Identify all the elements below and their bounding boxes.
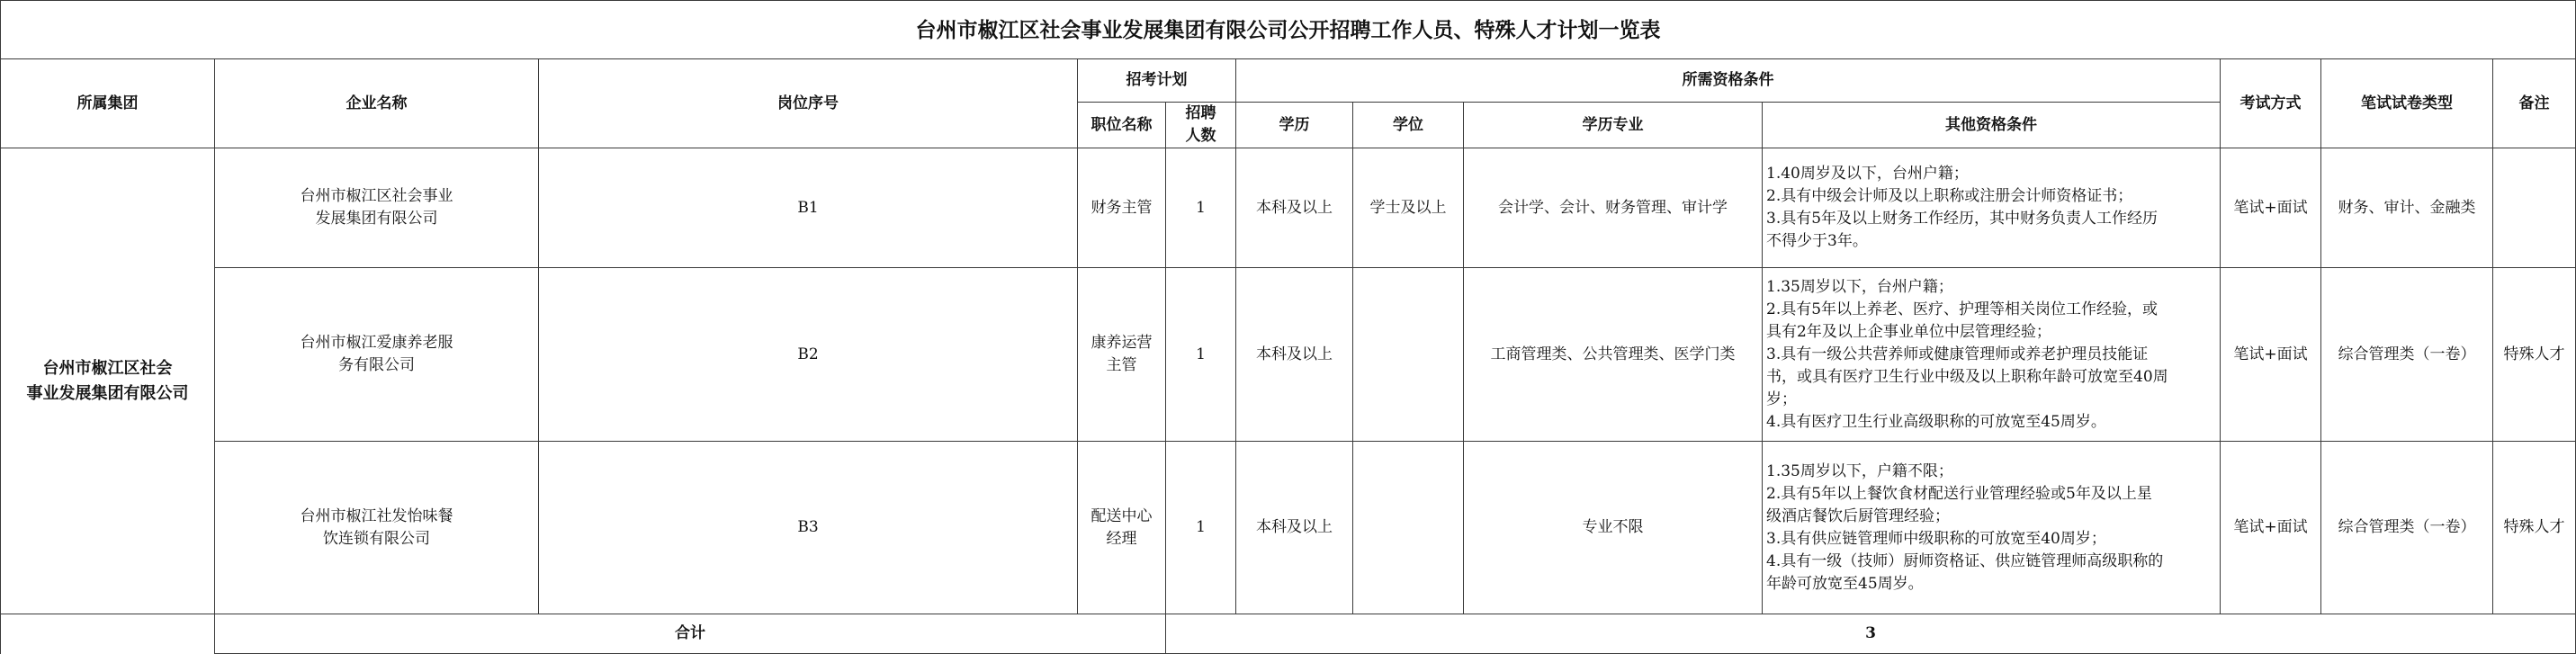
count-cell: 1 [1166,442,1236,614]
post-no-cell: B3 [539,442,1078,614]
condition-line: 年龄可放宽至45周岁。 [1766,574,1924,593]
header-education: 学历 [1236,103,1353,148]
header-plan: 招考计划 [1078,59,1236,103]
condition-line: 书，或具有医疗卫生行业中级及以上职称年龄可放宽至40周 [1766,367,2168,386]
condition-line: 3.具有5年及以上财务工作经历，其中财务负责人工作经历 [1766,210,2159,228]
header-other: 其他资格条件 [1763,103,2221,148]
major-cell: 工商管理类、公共管理类、医学门类 [1464,268,1763,442]
header-company: 企业名称 [215,59,539,148]
exam-method-cell: 笔试+面试 [2221,442,2321,614]
paper-type-cell: 财务、审计、金融类 [2321,148,2493,268]
degree-cell: 学士及以上 [1353,148,1464,268]
condition-line: 1.40周岁及以下，台州户籍； [1766,165,1969,183]
major-cell: 会计学、会计、财务管理、审计学 [1464,148,1763,268]
company-line1: 台州市椒江爱康养老服 [300,334,453,352]
conditions-cell [1763,442,2221,614]
count-cell: 1 [1166,148,1236,268]
paper-type-cell: 综合管理类（一卷） [2321,268,2493,442]
education-cell: 本科及以上 [1236,148,1353,268]
paper-type-cell: 综合管理类（一卷） [2321,442,2493,614]
condition-line: 4.具有医疗卫生行业高级职称的可放宽至45周岁。 [1766,412,2106,431]
conditions-cell [1763,268,2221,442]
header-degree: 学位 [1353,103,1464,148]
header-qualifications: 所需资格条件 [1236,59,2221,103]
condition-line: 1.35周岁以下，户籍不限； [1766,461,1953,480]
post-no-cell: B2 [539,268,1078,442]
header-major: 学历专业 [1464,103,1763,148]
total-row [1,614,2576,654]
degree-cell [1353,268,1464,442]
table-row [1,442,2576,614]
position-cell [1078,148,1166,268]
condition-line: 级酒店餐饮后厨管理经验； [1766,506,1950,525]
company-line2: 饮连锁有限公司 [323,529,430,548]
remarks-cell: 特殊人才 [2493,442,2576,614]
condition-line: 具有2年及以上企事业单位中层管理经验； [1766,322,2051,341]
major-cell: 专业不限 [1464,442,1763,614]
total-label: 合计 [215,614,1166,654]
group-name-cell [1,148,215,614]
education-cell: 本科及以上 [1236,442,1353,614]
remarks-cell: 特殊人才 [2493,268,2576,442]
header-position: 职位名称 [1078,103,1166,148]
header-remarks: 备注 [2493,59,2576,148]
condition-line: 2.具有5年以上养老、医疗、护理等相关岗位工作经验，或 [1766,300,2159,318]
company-cell [215,442,539,614]
exam-method-cell: 笔试+面试 [2221,148,2321,268]
remarks-cell [2493,148,2576,268]
total-blank-cell [1,614,215,654]
header-count-line1: 招聘 [1185,104,1216,122]
condition-line: 不得少于3年。 [1766,232,1868,250]
condition-line: 2.具有中级会计师及以上职称或注册会计师资格证书； [1766,187,2133,205]
condition-line: 3.具有一级公共营养师或健康管理师或养老护理员技能证 [1766,345,2149,363]
table-row [1,268,2576,442]
group-name-line1: 台州市椒江区社会 [42,358,173,378]
condition-line: 岁； [1766,390,1797,408]
header-group: 所属集团 [1,59,215,148]
count-cell: 1 [1166,268,1236,442]
header-post-no: 岗位序号 [539,59,1078,148]
header-count-line2: 人数 [1185,127,1216,145]
condition-line: 1.35周岁以下，台州户籍； [1766,277,1953,296]
table-row [1,148,2576,268]
group-name-line2: 事业发展集团有限公司 [26,383,189,403]
header-exam-method: 考试方式 [2221,59,2321,148]
position-line2: 主管 [1106,356,1137,374]
position-line1: 康养运营 [1091,334,1153,352]
company-line1: 台州市椒江区社会事业 [300,187,453,205]
header-count [1166,103,1236,148]
company-line1: 台州市椒江社发怡味餐 [300,506,453,525]
table-title: 台州市椒江区社会事业发展集团有限公司公开招聘工作人员、特殊人才计划一览表 [1,1,2576,59]
header-paper-type: 笔试试卷类型 [2321,59,2493,148]
condition-line: 3.具有供应链管理师中级职称的可放宽至40周岁； [1766,529,2106,548]
position-line1: 财务主管 [1091,198,1153,217]
position-line1: 配送中心 [1091,506,1153,525]
post-no-cell: B1 [539,148,1078,268]
position-line2: 经理 [1106,529,1137,548]
position-cell [1078,268,1166,442]
condition-line: 2.具有5年以上餐饮食材配送行业管理经验或5年及以上星 [1766,484,2152,503]
conditions-cell [1763,148,2221,268]
education-cell: 本科及以上 [1236,268,1353,442]
degree-cell [1353,442,1464,614]
company-cell [215,148,539,268]
company-line2: 务有限公司 [338,356,415,374]
position-cell [1078,442,1166,614]
company-cell [215,268,539,442]
total-value: 3 [1166,614,2576,654]
exam-method-cell: 笔试+面试 [2221,268,2321,442]
company-line2: 发展集团有限公司 [315,210,438,228]
condition-line: 4.具有一级（技师）厨师资格证、供应链管理师高级职称的 [1766,551,2164,570]
